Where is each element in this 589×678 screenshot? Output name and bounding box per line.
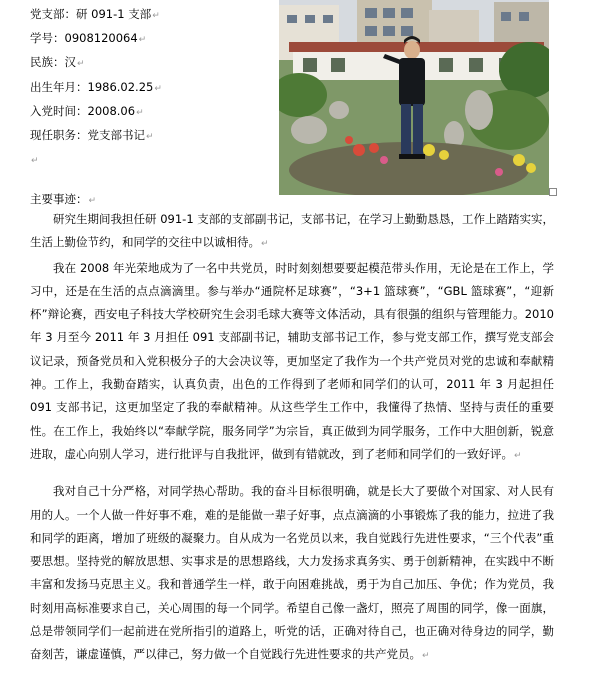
paragraph-text: 我对自己十分严格，对同学热心帮助。我的奋斗目标很明确，就是长大了要做个对国家、对人民有用的人。一个人做一件好事不难，难的是能做一辈子好事，点点滴滴的小事锻炼了我的能力，拉进了我和同学的距离，增加了班级的凝聚力。自从成为一名党员以来，我自觉践行先进性要求，“三个代表”重要思想。坚持党的解放思想、实事求是的思想路线，大力发扬求真务实、勇于创新精神，在实践中不断丰富和发扬马克思主义。我和普通学生一样，敢于向困难挑战，勇于为自己加压、争优；作为党员，我时刻用高标准要求自己，关心周围的每一个同学。希望自己像一盏灯，照亮了周围的同学，像一面旗，总是带领同学们一起前进在党所指引的道路上，听党的话，正确对待自己，也正确对待身边的同学，勤奋刻苦，谦虚谨慎，严以律己，努力做一个自觉践行先进性要求的共产党员。 (30, 484, 554, 662)
photo-illustration (279, 0, 549, 195)
ethnicity-value: 汉 (64, 55, 76, 70)
profile-photo (279, 0, 549, 195)
paragraph-mark: ↵ (138, 35, 147, 46)
position-line: 现任职务：党支部书记↵ (30, 127, 154, 142)
student-id-value: 0908120064 (64, 31, 138, 46)
joined-label: 入党时间 (30, 103, 76, 118)
section-heading (30, 190, 96, 210)
empty-line (30, 147, 162, 171)
paragraph (30, 208, 554, 257)
profile-info (30, 2, 162, 171)
paragraph-mark: ↵ (136, 107, 144, 118)
birth-label: 出生年月 (30, 79, 76, 94)
ethnicity-label: 民族 (30, 55, 53, 70)
image-resize-handle[interactable] (549, 188, 557, 196)
paragraph-mark: ↵ (154, 83, 162, 94)
paragraph-mark: ↵ (514, 450, 522, 461)
document-body (30, 208, 554, 669)
position-value: 党支部书记 (87, 127, 145, 142)
paragraph-mark: ↵ (31, 156, 39, 167)
joined-value: 2008.06 (87, 103, 136, 118)
ethnicity-line: 民族：汉↵ (30, 55, 85, 70)
paragraph-mark: ↵ (152, 11, 160, 21)
paragraph-mark: ↵ (422, 651, 430, 662)
student-id-label: 学号 (30, 31, 53, 46)
paragraph-mark: ↵ (261, 239, 269, 250)
joined-line: 入党时间：2008.06↵ (30, 103, 144, 118)
branch-label: 党支部 (30, 7, 65, 21)
paragraph-text: 我在 2008 年光荣地成为了一名中共党员，时时刻刻想要要起模范带头作用，无论是在工作上，学习中，还是在生活的点点滴滴里。参与举办“通院杯足球赛”，“3+1 篮球赛”，“GBL 篮球赛”，“迎新杯”辩论赛，西安电子科技大学校研究生会羽毛球大赛等文体活动，具有很强的组织与管理能力。2010 年 3 月至今 2011 年 3 月担任 091 支部副书记，辅助支部书记工作，参与党支部工作，撰写党支部会议记录，预备党员和入党积极分子的大会决议等，更加坚定了我作为一个共产党员对党的忠诚和奉献精神。工作上，我勤奋踏实，认真负责，出色的工作得到了老师和同学们的认可，2011 年 3 月起担任 091 支部书记，这更加坚定了我的奉献精神。从这些学生工作中，我懂得了热情、坚持与责任的重要性。在工作上，我始终以“奉献学院，服务同学”为宗旨，真正做到为同学服务，工作中大胆创新，锐意进取，虚心向别人学习，进行批评与自我批评，做到有错就改，到了老师和同学们的一致好评。 (30, 260, 554, 461)
position-label: 现任职务 (30, 127, 76, 142)
paragraph-mark: ↵ (146, 131, 154, 142)
section-heading-text: 主要事迹： (30, 192, 88, 206)
branch-value: 研 091-1 支部 (76, 7, 152, 21)
paragraph-mark: ↵ (88, 196, 97, 206)
paragraph (30, 480, 554, 668)
paragraph-mark: ↵ (77, 59, 85, 70)
branch-line: 党支部：研 091-1 支部↵ (30, 7, 160, 21)
birth-line: 出生年月：1986.02.25↵ (30, 79, 162, 94)
student-id-line: 学号：0908120064↵ (30, 31, 147, 46)
paragraph-text: 研究生期间我担任研 091-1 支部的支部副书记，支部书记，在学习上勤勤恳恳，工作上踏踏实实，生活上勤俭节约，和同学的交往中以诚相待。 (30, 212, 554, 250)
paragraph (30, 257, 554, 469)
birth-value: 1986.02.25 (87, 79, 154, 94)
